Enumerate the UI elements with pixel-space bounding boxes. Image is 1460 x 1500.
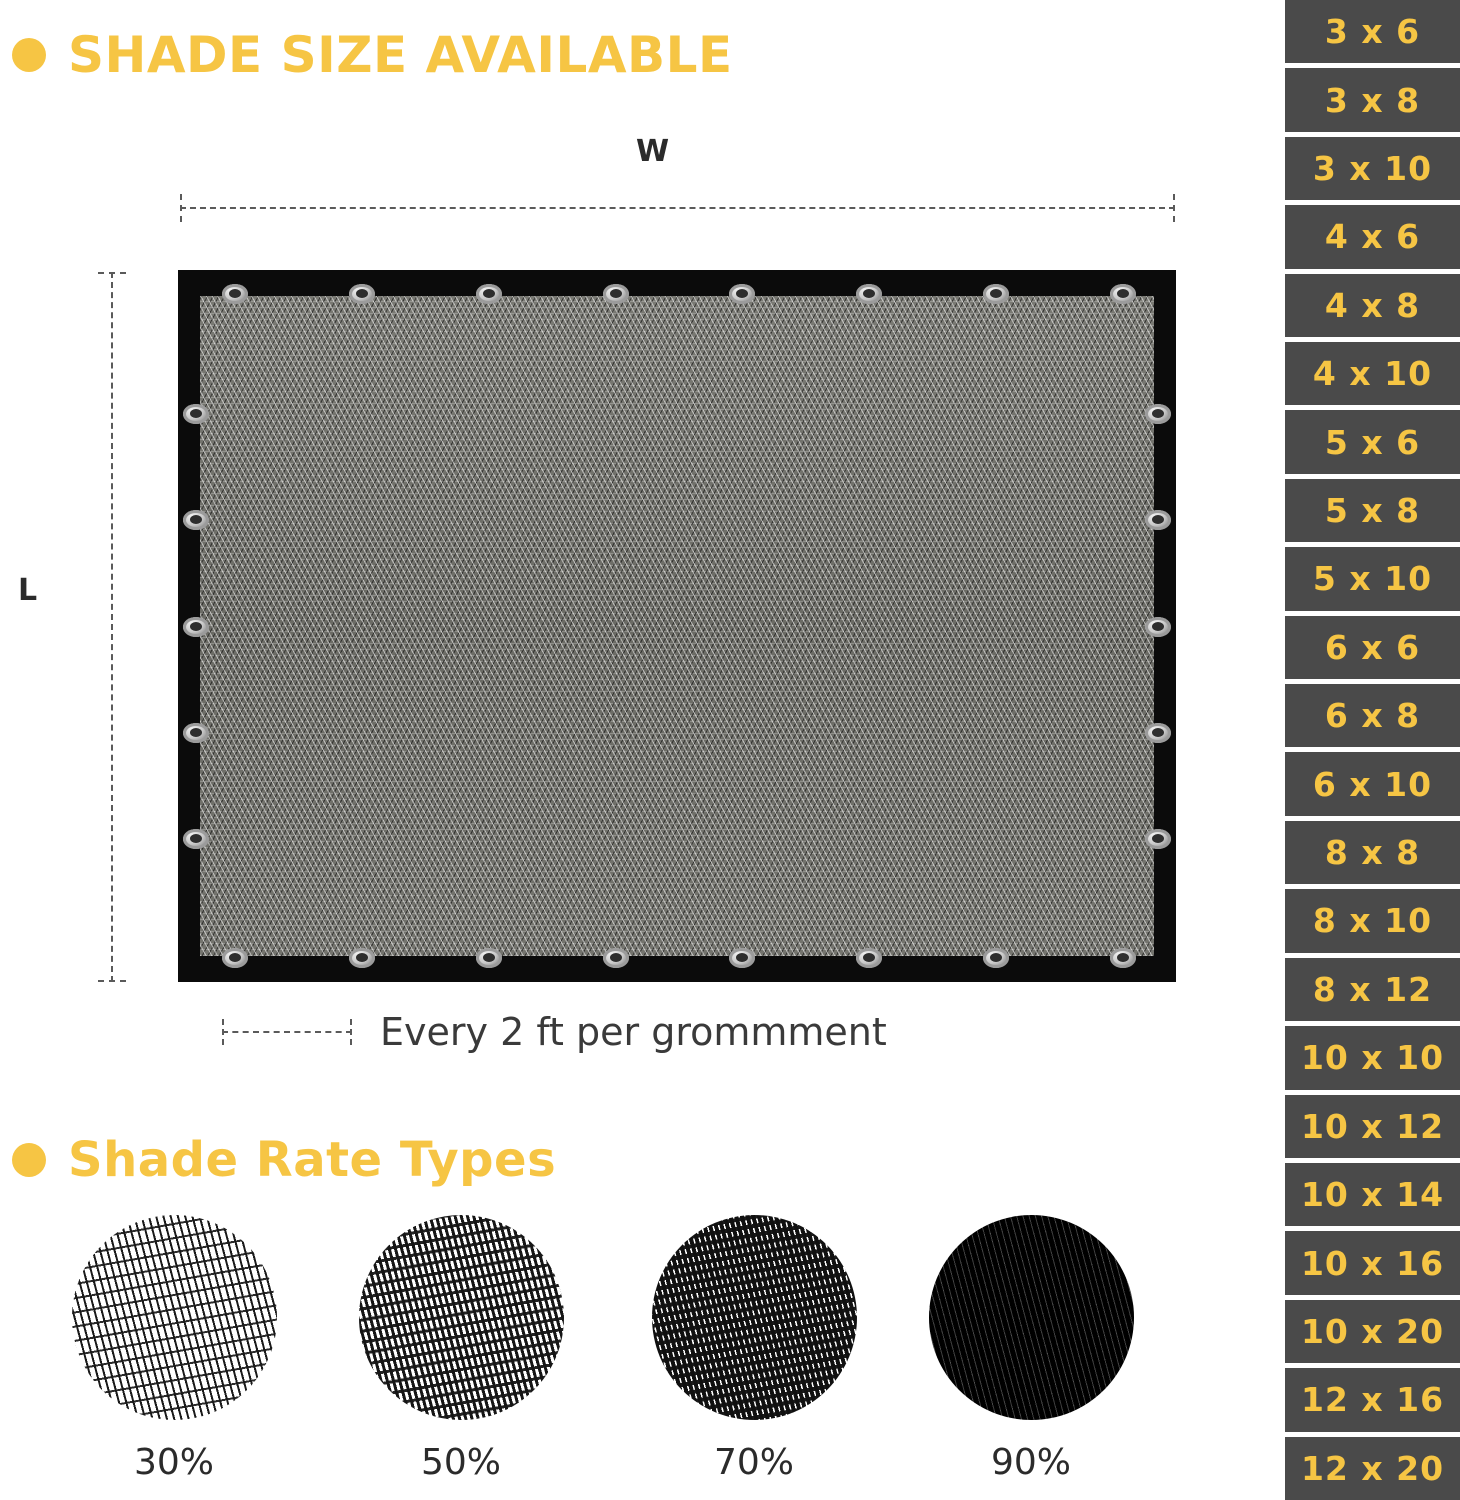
grommet-icon [349, 284, 375, 304]
length-tick-bottom [98, 980, 126, 982]
shade-cloth-panel [178, 270, 1176, 982]
grommet-icon [856, 948, 882, 968]
shade-rate-swatch-icon [359, 1215, 564, 1420]
size-chip[interactable]: 3 x 6 [1285, 0, 1460, 63]
shade-panel-diagram [0, 110, 1285, 1090]
grommet-icon [222, 948, 248, 968]
size-chip[interactable]: 6 x 6 [1285, 616, 1460, 679]
shade-rate-swatch-icon [929, 1215, 1134, 1420]
shade-size-heading-text: SHADE SIZE AVAILABLE [68, 26, 733, 84]
grommet-spacing-tick-right [350, 1019, 352, 1045]
size-chip[interactable]: 6 x 8 [1285, 684, 1460, 747]
grommet-icon [983, 284, 1009, 304]
size-chip[interactable]: 6 x 10 [1285, 752, 1460, 815]
size-chip[interactable]: 10 x 20 [1285, 1300, 1460, 1363]
grommet-spacing-text: Every 2 ft per grommment [380, 1010, 887, 1054]
grommet-icon [183, 617, 209, 637]
shade-rate-heading [12, 1132, 556, 1188]
grommet-icon [729, 284, 755, 304]
grommet-icon [183, 723, 209, 743]
grommet-icon [1145, 617, 1171, 637]
grommet-spacing-note [222, 1010, 887, 1054]
width-dimension-line [180, 194, 1175, 222]
shade-rate-label: 70% [713, 1442, 794, 1483]
shade-rate-label: 50% [420, 1442, 501, 1483]
bullet-dot-icon [12, 38, 46, 72]
grommet-icon [222, 284, 248, 304]
grommet-icon [183, 404, 209, 424]
size-chip[interactable]: 4 x 10 [1285, 342, 1460, 405]
shade-rate-heading-text: Shade Rate Types [68, 1132, 557, 1188]
size-chip[interactable]: 5 x 10 [1285, 547, 1460, 610]
grommet-icon [1110, 284, 1136, 304]
grommet-spacing-dimension-line [222, 1019, 352, 1045]
grommet-icon [856, 284, 882, 304]
grommet-icon [1145, 510, 1171, 530]
size-chip[interactable]: 8 x 12 [1285, 958, 1460, 1021]
width-dimension-label: W [636, 134, 670, 169]
shade-rate-item [648, 1215, 860, 1483]
shade-rate-label: 30% [133, 1442, 214, 1483]
size-chip[interactable]: 3 x 8 [1285, 68, 1460, 131]
grommet-spacing-rule [222, 1031, 352, 1033]
grommet-icon [183, 829, 209, 849]
length-dimension-rule [111, 272, 113, 982]
grommet-icon [476, 948, 502, 968]
size-chip[interactable]: 4 x 8 [1285, 274, 1460, 337]
size-chip[interactable]: 3 x 10 [1285, 137, 1460, 200]
shade-rate-item [355, 1215, 567, 1483]
shade-rate-label: 90% [990, 1442, 1071, 1483]
size-chip[interactable]: 12 x 16 [1285, 1368, 1460, 1431]
shade-rate-swatch-icon [72, 1215, 277, 1420]
shade-cloth-mesh [200, 296, 1154, 956]
shade-rate-swatch-icon [652, 1215, 857, 1420]
bullet-dot-icon [12, 1143, 46, 1177]
grommet-icon [476, 284, 502, 304]
size-chip[interactable]: 5 x 8 [1285, 479, 1460, 542]
size-chip[interactable]: 10 x 10 [1285, 1026, 1460, 1089]
width-tick-right [1173, 194, 1175, 222]
size-chip[interactable]: 8 x 8 [1285, 821, 1460, 884]
grommet-icon [183, 510, 209, 530]
shade-rate-swatch-group [0, 1215, 1285, 1500]
length-dimension-line [98, 272, 126, 982]
size-chip[interactable]: 10 x 14 [1285, 1163, 1460, 1226]
grommet-icon [603, 948, 629, 968]
size-chip[interactable]: 12 x 20 [1285, 1437, 1460, 1500]
length-dimension-label: L [18, 573, 38, 608]
shade-size-heading [12, 26, 733, 84]
grommet-icon [1145, 404, 1171, 424]
size-chip[interactable]: 4 x 6 [1285, 205, 1460, 268]
grommet-icon [983, 948, 1009, 968]
size-chip[interactable]: 8 x 10 [1285, 889, 1460, 952]
width-dimension-rule [180, 207, 1175, 209]
grommet-icon [1145, 723, 1171, 743]
grommet-icon [349, 948, 375, 968]
shade-rate-item [68, 1215, 280, 1483]
size-chip[interactable]: 10 x 12 [1285, 1095, 1460, 1158]
size-chip[interactable]: 10 x 16 [1285, 1231, 1460, 1294]
grommet-icon [1145, 829, 1171, 849]
available-size-list [1285, 0, 1460, 1500]
grommet-icon [1110, 948, 1136, 968]
grommet-icon [729, 948, 755, 968]
size-chip[interactable]: 5 x 6 [1285, 410, 1460, 473]
grommet-icon [603, 284, 629, 304]
shade-rate-item [925, 1215, 1137, 1483]
